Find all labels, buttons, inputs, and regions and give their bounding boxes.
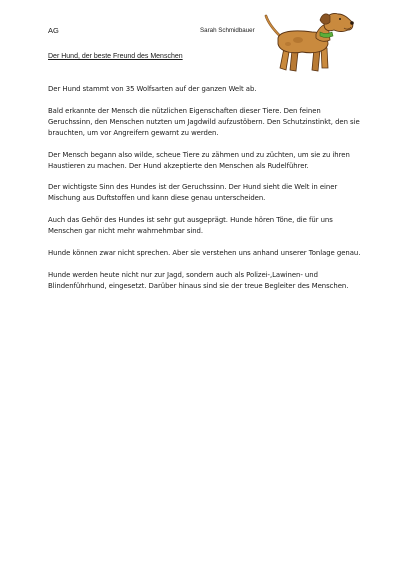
dog-illustration-icon <box>258 10 358 78</box>
paragraph: Hunde können zwar nicht sprechen. Aber sie verstehen uns anhand unserer Tonlage genau. <box>48 248 361 257</box>
paragraph: Bald erkannte der Mensch die nützlichen Eigenschaften dieser Tiere. Den feinen Geruchssinn, den Menschen nutzten um Jagdwild aufzustöbern. Den Schutzinstinkt, den sie brauchten, um vor Angreifern gewarnt zu werden. <box>48 106 360 137</box>
paragraph: Der Mensch begann also wilde, scheue Tiere zu zähmen und zu züchten, um sie zu ihren Haustieren zu machen. Der Hund akzeptierte den Menschen als Rudelführer. <box>48 150 350 170</box>
paragraph: Der Hund stammt von 35 Wolfsarten auf der ganzen Welt ab. <box>48 85 257 93</box>
paragraph: Auch das Gehör des Hundes ist sehr gut ausgeprägt. Hunde hören Töne, die für uns Menschen gar nicht mehr wahrnehmbar sind. <box>48 216 333 236</box>
paragraph: Hunde werden heute nicht nur zur Jagd, sondern auch als Polizei-,Lawinen- und Blindenführhund, eingesetzt. Darüber hinaus sind sie der treue Begleiter des Menschen. <box>48 270 349 290</box>
text-body <box>48 84 366 302</box>
author-name: Sarah Schmidbauer <box>200 27 255 34</box>
page-title: Der Hund, der beste Freund des Menschen <box>48 53 183 60</box>
header-left: AG <box>48 26 59 35</box>
paragraph: Der wichtigste Sinn des Hundes ist der Geruchssinn. Der Hund sieht die Welt in einer Mischung aus Duftstoffen und kann diese genau unterscheiden. <box>48 183 338 203</box>
